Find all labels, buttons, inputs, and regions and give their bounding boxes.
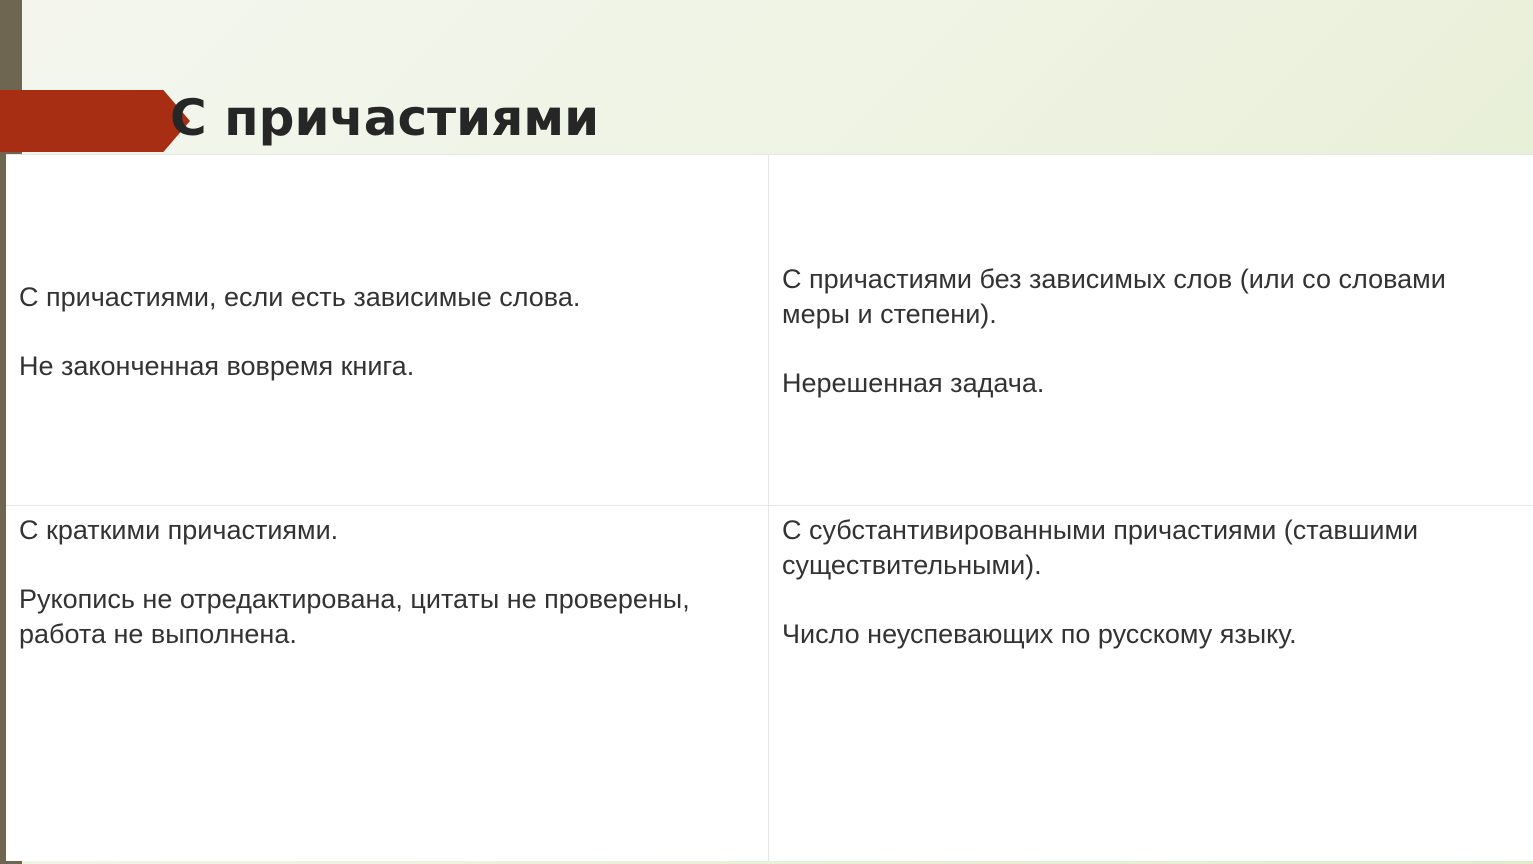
table-cell-participles-without-dependents	[769, 155, 1533, 506]
title-row	[0, 88, 1533, 152]
slide-title: С причастиями	[170, 89, 600, 147]
table-cell-substantivized-participles	[769, 506, 1533, 861]
cell-content	[782, 262, 1521, 401]
rule-text: С причастиями, если есть зависимые слова.	[19, 282, 581, 312]
cell-content	[19, 280, 756, 384]
cell-content	[782, 513, 1521, 652]
rule-text: С краткими причастиями.	[19, 515, 339, 545]
example-text: Число неуспевающих по русскому языку.	[782, 619, 1297, 649]
rule-text: С причастиями без зависимых слов (или со словами меры и степени).	[782, 264, 1446, 329]
table-cell-short-participles	[6, 506, 769, 861]
cell-content	[19, 513, 756, 652]
rules-table	[6, 154, 1533, 861]
title-accent-tab	[0, 90, 190, 152]
table-cell-participles-with-dependents	[6, 155, 769, 506]
example-text: Нерешенная задача.	[782, 368, 1045, 398]
example-text: Рукопись не отредактирована, цитаты не проверены, работа не выполнена.	[19, 584, 690, 649]
rule-text: С субстантивированными причастиями (ставшими существительными).	[782, 515, 1419, 580]
example-text: Не законченная вовремя книга.	[19, 351, 415, 381]
